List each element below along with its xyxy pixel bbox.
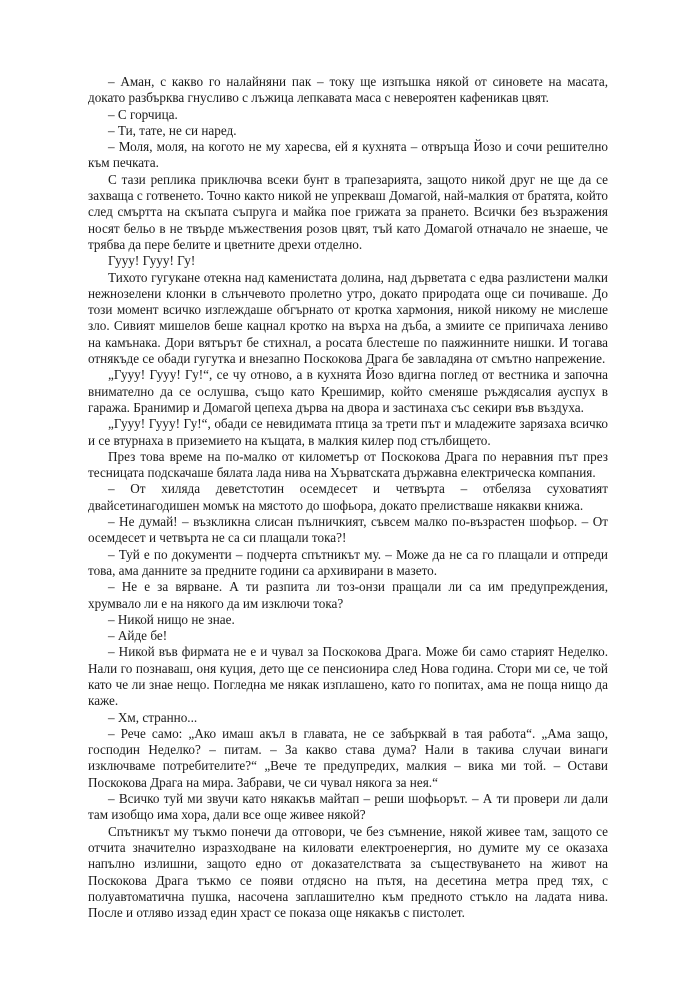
paragraph: – Никой нищо не знае. — [108, 611, 235, 627]
paragraph: Спътникът му тъкмо понечи да отговори, че без съмнение, някой живее там, защото се отчита значително изразходване на киловати електроенергия, но думите му се оказаха напълно излишни, защото едно от доказателствата за съществуването на живот на Поскокова Драга тъкмо се появи отдясно на пътя, на десетина метра пред тях, с полуавтоматична пушка, насочена заплашително към предното стъкло на ладата нива. После и отляво иззад един храст се показа още някакъв с пистолет. — [88, 823, 608, 921]
paragraph: – Айде бе! — [108, 628, 168, 644]
paragraph: През това време на по-малко от километър от Поскокова Драга по неравния път през тесницата подскачаше бялата лада нива на Хърватската държавна електрическа компания. — [88, 448, 608, 481]
paragraph: – Не думай! – възкликна слисан пълничкият, съвсем малко по-възрастен шофьор. – От осемдесет и четвърта не са си плащали тока?! — [88, 514, 608, 546]
paragraph: – Рече само: „Ако имаш акъл в главата, не се забърквай в тая работа“. „Ама защо, господин Неделко? – питам. – За какво става дума? Нали в такива случаи винаги изключваме потребителите?“ „Вече те предупредих, малкия – вика ми той. – Остави Поскокова Драга на мира. Забрави, че си чувал някога за нея.“ — [88, 725, 608, 790]
paragraph: – Не е за вярване. А ти разпита ли тоз-онзи пращали ли са им предупреждения, хрумвало ли е на някого да им изключи тока? — [88, 579, 608, 611]
paragraph: Гууу! Гууу! Гу! — [108, 253, 196, 269]
paragraph: – Ти, тате, не си наред. — [108, 122, 237, 138]
paragraph: „Гууу! Гууу! Гу!“, обади се невидимата птица за трети път и младежите зарязаха всичко и се втурнаха в приземието на къщата, в малкия килер под стълбището. — [88, 416, 608, 448]
paragraph: – Хм, странно... — [108, 709, 198, 725]
document-body — [88, 74, 608, 921]
paragraph: – Аман, с какво го налайняни пак – току ще изпъшка някой от синовете на масата, докато разбърква гнусливо с лъжица лепкавата маса с невероятен кафеникав цвят. — [88, 74, 608, 106]
paragraph: – От хиляда деветстотин осемдесет и четвърта – отбеляза суховатият двайсетинагодишен момък на мястото до шофьора, докато прелистваше някакви книжа. — [88, 481, 608, 513]
paragraph: „Гууу! Гууу! Гу!“, се чу отново, а в кухнята Йозо вдигна поглед от вестника и започна внимателно да се ослушва, също като Крешимир, който сменяше ръждясалия ауспух в гаража. Бранимир и Домагой цепеха дърва на двора и застинаха със секири във въздуха. — [88, 367, 608, 415]
paragraph: – Всичко туй ми звучи като някакъв майтап – реши шофьорът. – А ти провери ли дали там изобщо има хора, дали все още живее някой? — [88, 791, 608, 823]
paragraph: – Моля, моля, на когото не му харесва, ей я кухнята – отвръща Йозо и сочи решително към печката. — [88, 139, 608, 171]
paragraph: Тихото гугукане отекна над каменистата долина, над дърветата с едва разлистени малки нежнозелени клонки в слънчевото пролетно утро, докато природата още си почиваше. До този момент всичко изглеждаше обгърнато от кротка хармония, никой никому не мислеше зло. Сивият мишелов беше кацнал кротко на върха на дъба, а змиите се припичаха лениво на камънака. Дори вятърът бе стихнал, а росата блестеше по паяжинните нишки. И тогава отнякъде се обади гугутка и внезапно Поскокова Драга бе завладяна от смътно напрежение. — [88, 269, 608, 367]
paragraph: – С горчица. — [108, 106, 178, 122]
paragraph: – Туй е по документи – подчерта спътникът му. – Може да не са го плащали и отпреди това, ама данните за предните години са архивирани в мазето. — [88, 546, 608, 578]
paragraph: – Никой във фирмата не е и чувал за Поскокова Драга. Може би само старият Неделко. Нали го познаваш, оня куция, дето ще се пенсионира след Нова година. Стори ми се, че той като че ли знае нещо. Погледна ме някак изплашено, като го попитах, ама не поща нищо да каже. — [88, 644, 608, 709]
paragraph: С тази реплика приключва всеки бунт в трапезарията, защото никой друг не ще да се захваща с готвенето. Точно както никой не упрекваш Домагой, най-малкия от братята, който след смъртта на скъпата съпруга и майка пое грижата за прането. Всички без възражения носят бельо в не твърде мъжествения розов цвят, тъй като Домагой отначало не знаеше, че трябва да пере белите и цветните дрехи отделно. — [88, 171, 608, 252]
